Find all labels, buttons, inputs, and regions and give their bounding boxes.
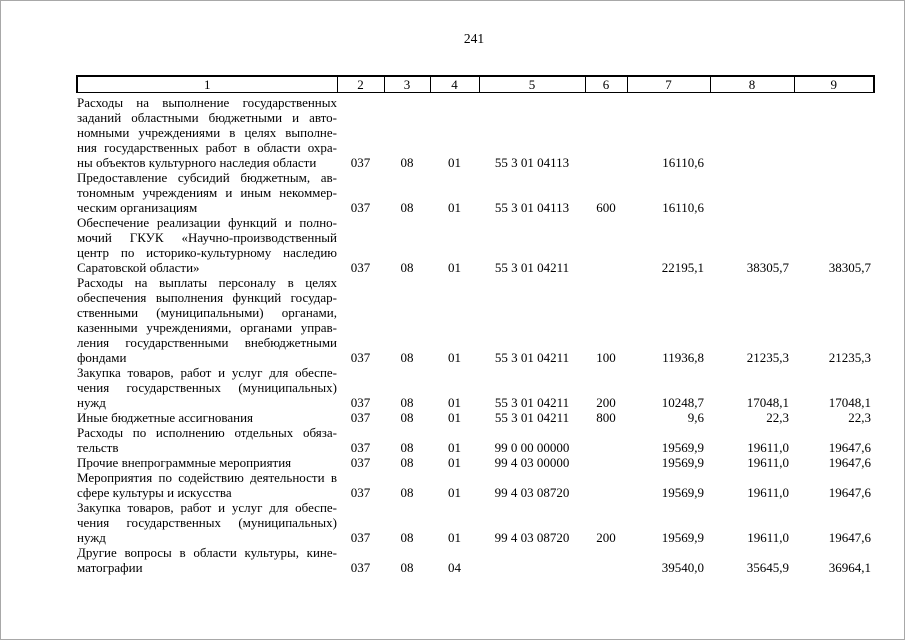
row-name-line: Закупка товаров, работ и услуг для обеспе- — [77, 365, 337, 380]
cell-col-6: 100 — [596, 350, 616, 365]
cell-col-6 — [585, 425, 627, 455]
table-row — [77, 425, 874, 455]
cell-col-9: 19647,6 — [828, 485, 871, 500]
row-name-cell — [77, 455, 337, 470]
cell-col-2: 037 — [350, 200, 371, 215]
cell-col-7: 22195,1 — [661, 260, 704, 275]
cell-col-7: 19569,9 — [661, 530, 704, 545]
cell-col-6 — [585, 93, 627, 171]
row-name-line: тономным учреждениям и иным некоммер- — [77, 185, 337, 200]
cell-col-7: 39540,0 — [661, 560, 704, 575]
cell-col-7: 10248,7 — [661, 395, 704, 410]
row-name-line: ственными (муниципальными) органами, — [77, 305, 337, 320]
cell-col-9 — [794, 170, 874, 215]
cell-col-5 — [479, 545, 585, 575]
cell-col-2: 037 — [350, 155, 371, 170]
cell-col-5: 99 4 03 00000 — [494, 455, 570, 470]
row-name-cell — [77, 215, 337, 275]
cell-col-4: 01 — [448, 440, 461, 455]
cell-col-4: 01 — [448, 410, 461, 425]
cell-col-6 — [585, 455, 627, 470]
cell-col-2: 037 — [350, 530, 371, 545]
cell-col-8: 35645,9 — [746, 560, 789, 575]
row-name-line: чения государственных (муниципальных) — [77, 380, 337, 395]
row-name-line: матографии — [77, 560, 143, 575]
column-header-5: 5 — [479, 76, 585, 93]
row-name-line: Прочие внепрограммные мероприятия — [77, 455, 292, 470]
row-name-cell — [77, 365, 337, 410]
cell-col-2: 037 — [350, 455, 371, 470]
row-name-line: сфере культуры и искусства — [77, 485, 232, 500]
row-name-cell — [77, 425, 337, 455]
cell-col-3: 08 — [400, 395, 414, 410]
cell-col-2: 037 — [350, 395, 371, 410]
row-name-cell — [77, 470, 337, 500]
column-header-8: 8 — [710, 76, 794, 93]
cell-col-4: 01 — [448, 260, 461, 275]
cell-col-4: 01 — [448, 155, 461, 170]
cell-col-5: 99 4 03 08720 — [494, 485, 570, 500]
cell-col-3: 08 — [400, 200, 414, 215]
table-row — [77, 470, 874, 500]
cell-col-7: 16110,6 — [662, 155, 704, 170]
cell-col-2: 037 — [350, 410, 371, 425]
cell-col-3: 08 — [400, 530, 414, 545]
cell-col-7: 19569,9 — [661, 455, 704, 470]
cell-col-8: 21235,3 — [746, 350, 789, 365]
cell-col-5: 55 3 01 04211 — [494, 410, 570, 425]
row-name-line: Расходы на выплаты персоналу в целях — [77, 275, 337, 290]
page-number: 241 — [463, 31, 485, 46]
row-name-line: заданий областными бюджетными и авто- — [77, 110, 337, 125]
cell-col-9: 36964,1 — [828, 560, 871, 575]
row-name-cell — [77, 93, 337, 171]
cell-col-8: 38305,7 — [746, 260, 789, 275]
row-name-line: номными учреждениями в целях выполне- — [77, 125, 337, 140]
cell-col-5: 55 3 01 04211 — [494, 395, 570, 410]
cell-col-2: 037 — [350, 350, 371, 365]
cell-col-6: 200 — [596, 395, 616, 410]
cell-col-7: 19569,9 — [661, 440, 704, 455]
cell-col-6: 200 — [596, 530, 616, 545]
table-body — [77, 93, 874, 576]
row-name-line: Расходы на выполнение государственных — [77, 95, 337, 110]
cell-col-9: 22,3 — [848, 410, 871, 425]
row-name-cell — [77, 170, 337, 215]
cell-col-5: 55 3 01 04211 — [494, 350, 570, 365]
cell-col-8: 19611,0 — [747, 440, 789, 455]
table-row — [77, 545, 874, 575]
cell-col-9: 17048,1 — [828, 395, 871, 410]
row-name-line: Обеспечение реализации функций и полно- — [77, 215, 337, 230]
cell-col-8: 19611,0 — [747, 455, 789, 470]
cell-col-3: 08 — [400, 155, 414, 170]
row-name-cell — [77, 500, 337, 545]
row-name-line: Предоставление субсидий бюджетным, ав- — [77, 170, 337, 185]
cell-col-4: 01 — [448, 350, 461, 365]
cell-col-6 — [585, 545, 627, 575]
row-name-line: мочий ГКУК «Научно-производственный — [77, 230, 337, 245]
cell-col-3: 08 — [400, 410, 414, 425]
table-row — [77, 500, 874, 545]
cell-col-6 — [585, 215, 627, 275]
table-row — [77, 365, 874, 410]
cell-col-9: 21235,3 — [828, 350, 871, 365]
cell-col-8 — [710, 93, 794, 171]
cell-col-3: 08 — [400, 350, 414, 365]
row-name-line: Иные бюджетные ассигнования — [77, 410, 254, 425]
cell-col-2: 037 — [350, 440, 371, 455]
cell-col-9: 19647,6 — [828, 530, 871, 545]
table-row — [77, 215, 874, 275]
row-name-line: Другие вопросы в области культуры, кине- — [77, 545, 337, 560]
column-header-6: 6 — [585, 76, 627, 93]
row-name-line: нужд — [77, 395, 106, 410]
cell-col-4: 01 — [448, 455, 461, 470]
cell-col-9: 38305,7 — [828, 260, 871, 275]
cell-col-4: 01 — [448, 530, 461, 545]
row-name-cell — [77, 410, 337, 425]
column-header-3: 3 — [384, 76, 430, 93]
column-header-4: 4 — [430, 76, 479, 93]
cell-col-2: 037 — [350, 560, 371, 575]
cell-col-5: 99 4 03 08720 — [494, 530, 570, 545]
cell-col-3: 08 — [400, 485, 414, 500]
cell-col-6: 600 — [596, 200, 616, 215]
row-name-cell — [77, 275, 337, 365]
row-name-line: Расходы по исполнению отдельных обяза- — [77, 425, 337, 440]
cell-col-6 — [585, 470, 627, 500]
cell-col-3: 08 — [400, 455, 414, 470]
cell-col-5: 55 3 01 04211 — [494, 260, 570, 275]
table-row — [77, 455, 874, 470]
cell-col-3: 08 — [400, 260, 414, 275]
cell-col-7: 19569,9 — [661, 485, 704, 500]
cell-col-8: 19611,0 — [747, 485, 789, 500]
cell-col-5: 55 3 01 04113 — [494, 200, 570, 215]
row-name-line: фондами — [77, 350, 127, 365]
row-name-line: обеспечения выполнения функций государ- — [77, 290, 337, 305]
row-name-line: ческим организациям — [77, 200, 198, 215]
column-header-2: 2 — [337, 76, 384, 93]
column-header-9: 9 — [794, 76, 874, 93]
cell-col-7: 9,6 — [687, 410, 704, 425]
table-row — [77, 170, 874, 215]
cell-col-8: 17048,1 — [746, 395, 789, 410]
row-name-line: ления государственными внебюджетными — [77, 335, 337, 350]
table-row — [77, 410, 874, 425]
row-name-line: тельств — [77, 440, 119, 455]
cell-col-9 — [794, 93, 874, 171]
cell-col-4: 01 — [448, 200, 461, 215]
budget-table — [76, 75, 875, 575]
cell-col-7: 16110,6 — [662, 200, 704, 215]
cell-col-2: 037 — [350, 260, 371, 275]
cell-col-6: 800 — [596, 410, 616, 425]
row-name-line: Саратовской области» — [77, 260, 200, 275]
cell-col-5: 55 3 01 04113 — [494, 155, 570, 170]
cell-col-8: 22,3 — [766, 410, 789, 425]
row-name-line: казенными учреждениями, органами управ- — [77, 320, 337, 335]
cell-col-3: 08 — [400, 560, 414, 575]
row-name-line: Мероприятия по содействию деятельности в — [77, 470, 337, 485]
cell-col-4: 01 — [448, 395, 461, 410]
cell-col-4: 04 — [448, 560, 461, 575]
cell-col-5: 99 0 00 00000 — [494, 440, 570, 455]
row-name-line: нужд — [77, 530, 106, 545]
row-name-line: чения государственных (муниципальных) — [77, 515, 337, 530]
cell-col-9: 19647,6 — [828, 455, 871, 470]
row-name-line: центр по историко-культурному наследию — [77, 245, 337, 260]
column-header-7: 7 — [627, 76, 710, 93]
row-name-line: ны объектов культурного наследия области — [77, 155, 317, 170]
cell-col-8 — [710, 170, 794, 215]
table-header-row — [77, 76, 874, 93]
cell-col-7: 11936,8 — [662, 350, 704, 365]
cell-col-2: 037 — [350, 485, 371, 500]
table-row — [77, 275, 874, 365]
row-name-line: ния государственных работ в области охра- — [77, 140, 337, 155]
table-row — [77, 93, 874, 171]
cell-col-4: 01 — [448, 485, 461, 500]
row-name-cell — [77, 545, 337, 575]
column-header-1: 1 — [77, 76, 337, 93]
row-name-line: Закупка товаров, работ и услуг для обеспе- — [77, 500, 337, 515]
cell-col-3: 08 — [400, 440, 414, 455]
cell-col-9: 19647,6 — [828, 440, 871, 455]
cell-col-8: 19611,0 — [747, 530, 789, 545]
